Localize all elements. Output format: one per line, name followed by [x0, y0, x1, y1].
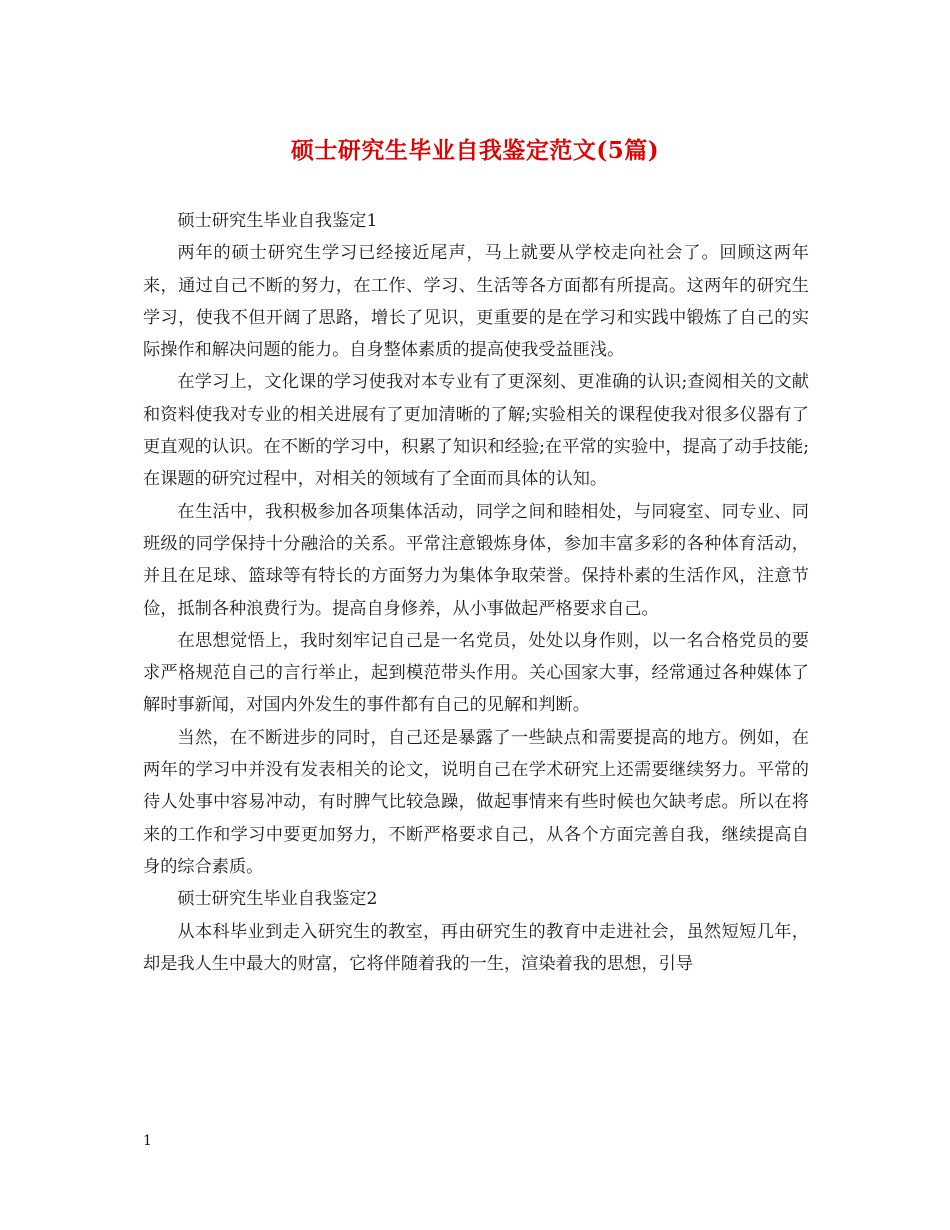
page-number: 1 [143, 1133, 152, 1149]
body-paragraph: 在学习上，文化课的学习使我对本专业有了更深刻、更准确的认识;查阅相关的文献和资料使我对专业的相关进展有了更加清晰的了解;实验相关的课程使我对很多仪器有了更直观的认识。在不断的学习中，积累了知识和经验;在平常的实验中，提高了动手技能;在课题的研究过程中，对相关的领域有了全面而具体的认知。 [143, 372, 809, 490]
document-title: 硕士研究生毕业自我鉴定范文(5篇) [290, 137, 660, 164]
body-paragraph: 从本科毕业到走入研究生的教室，再由研究生的教育中走进社会，虽然短短几年，却是我人生中最大的财富，它将伴随着我的一生，渲染着我的思想，引导 [143, 921, 809, 974]
body-paragraph: 在思想觉悟上，我时刻牢记自己是一名党员，处处以身作则，以一名合格党员的要求严格规范自己的言行举止，起到模范带头作用。关心国家大事，经常通过各种媒体了解时事新闻，对国内外发生的事件都有自己的见解和判断。 [143, 630, 809, 716]
body-paragraph: 两年的硕士研究生学习已经接近尾声，马上就要从学校走向社会了。回顾这两年来，通过自己不断的努力，在工作、学习、生活等各方面都有所提高。这两年的研究生学习，使我不但开阔了思路，增长了见识，更重要的是在学习和实践中锻炼了自己的实际操作和解决问题的能力。自身整体素质的提高使我受益匪浅。 [143, 243, 809, 361]
body-paragraph: 在生活中，我积极参加各项集体活动，同学之间和睦相处，与同寝室、同专业、同班级的同学保持十分融洽的关系。平常注意锻炼身体，参加丰富多彩的各种体育活动，并且在足球、篮球等有特长的方面努力为集体争取荣誉。保持朴素的生活作风，注意节俭，抵制各种浪费行为。提高自身修养，从小事做起严格要求自己。 [143, 501, 809, 619]
document-body [143, 205, 809, 980]
section-heading: 硕士研究生毕业自我鉴定1 [177, 211, 378, 231]
body-paragraph: 当然，在不断进步的同时，自己还是暴露了一些缺点和需要提高的地方。例如，在两年的学习中并没有发表相关的论文，说明自己在学术研究上还需要继续努力。平常的待人处事中容易冲动，有时脾气比较急躁，做起事情来有些时候也欠缺考虑。所以在将来的工作和学习中要更加努力，不断严格要求自己，从各个方面完善自我，继续提高自身的综合素质。 [143, 727, 809, 877]
section-heading: 硕士研究生毕业自我鉴定2 [177, 889, 378, 910]
